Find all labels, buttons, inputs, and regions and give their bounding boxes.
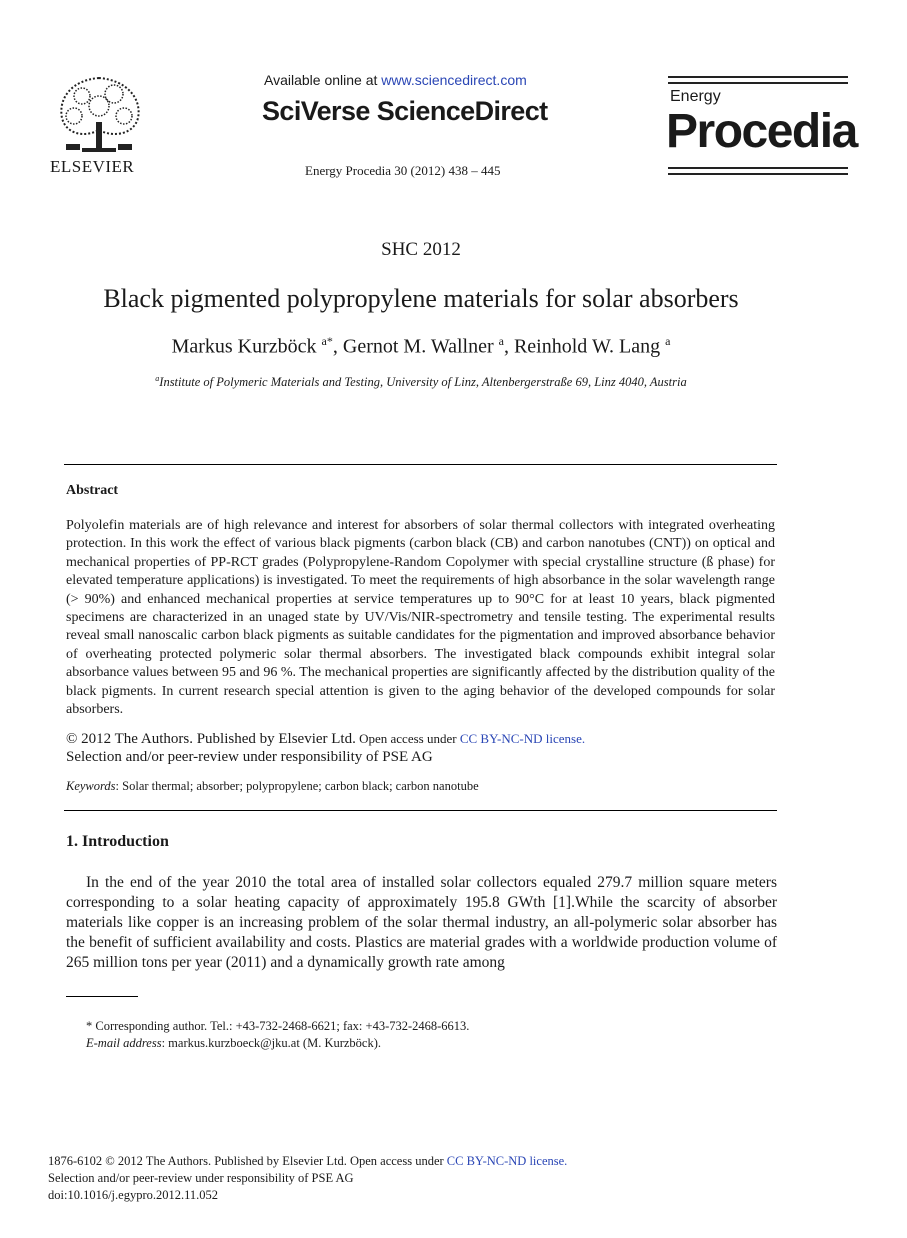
journal-logo-procedia: Procedia: [666, 105, 857, 158]
author-separator: ,: [332, 335, 343, 358]
keywords-label: Keywords: [66, 779, 116, 793]
available-online-line: [264, 72, 527, 88]
email-value: : markus.kurzboeck@jku.at (M. Kurzböck).: [161, 1036, 382, 1050]
footer-issn: 1876-6102 © 2012 The Authors. Published by Elsevier Ltd.: [48, 1154, 347, 1168]
journal-logo-energy: Energy: [670, 88, 721, 105]
journal-logo-rule-top-2: [668, 82, 848, 84]
email-label: E-mail address: [86, 1036, 162, 1050]
journal-logo-rule-bottom-2: [668, 173, 848, 175]
introduction-text: In the end of the year 2010 the total area of installed solar collectors equaled 279.7 million square meters corresponding to a solar heating capacity of approximately 195.8 GWth [1].While the scarcity of absorber materials like copper is an increasing problem of the solar thermal industry, an all-polymeric solar absorber has the benefit of sufficient availability and costs. Plastics are material grades with a worldwide production volume of 265 million tons per year (2011) and a dynamically growth rate among: [66, 874, 777, 971]
paper-title: Black pigmented polypropylene materials for solar absorbers: [103, 284, 739, 313]
peer-review-statement: Selection and/or peer-review under responsibility of PSE AG: [66, 749, 433, 765]
footer-open-access-label: Open access under: [346, 1154, 447, 1168]
keywords-line: [66, 779, 479, 794]
footer-license-link[interactable]: CC BY-NC-ND license.: [446, 1154, 568, 1168]
journal-logo-rule-bottom: [668, 167, 848, 169]
copyright-text: © 2012 The Authors. Published by Elsevier Ltd.: [66, 731, 356, 747]
affiliation-mark: a: [155, 374, 160, 383]
keywords-list: : Solar thermal; absorber; polypropylene; carbon black; carbon nanotube: [115, 779, 479, 793]
author-name: Gernot M. Wallner: [342, 335, 499, 358]
footer-doi[interactable]: doi:10.1016/j.egypro.2012.11.052: [48, 1188, 219, 1202]
abstract-heading: Abstract: [66, 483, 119, 498]
footer-copyright-line: [48, 1154, 567, 1169]
journal-reference: Energy Procedia 30 (2012) 438 – 445: [305, 163, 501, 178]
affiliation-text: Institute of Polymeric Materials and Testing, University of Linz, Altenbergerstraße 69, Linz 4040, Austria: [159, 375, 687, 390]
elsevier-wordmark: ELSEVIER: [50, 157, 135, 176]
footer-peer-review: Selection and/or peer-review under responsibility of PSE AG: [48, 1171, 354, 1185]
introduction-heading: 1. Introduction: [66, 833, 169, 850]
author-affiliation-mark: a: [665, 334, 671, 348]
author-name: Markus Kurzböck: [171, 335, 322, 358]
sciencedirect-link[interactable]: www.sciencedirect.com: [381, 72, 527, 88]
author-list: [0, 334, 842, 359]
open-access-label: Open access under: [355, 731, 460, 746]
copyright-line: [66, 731, 585, 748]
abstract-bottom-rule: [64, 810, 777, 811]
journal-logo-rule-top: [668, 76, 848, 78]
corresponding-author-footnote: * Corresponding author. Tel.: +43-732-2468-6621; fax: +43-732-2468-6613.: [86, 1019, 470, 1033]
abstract-text: Polyolefin materials are of high relevance and interest for absorbers of solar thermal collectors with integrated overheating protection. In this work the effect of various black pigments (carbon black (CB) and carbon nanotubes (CNT)) on optical and mechanical properties of PP-RCT grades (Polypropylene-Random Copolymer with special crystalline structure (ß phase) for elevated temperature applications) is investigated. To meet the requirements of high absorbance in the solar wavelength range (> 90%) and enhanced mechanical properties at service temperatures up to 90°C for at least 10 years, black pigmented specimens are characterized in an unaged state by UV/Vis/NIR-spectrometry and tensile testing. The experimental results reveal small nanoscalic carbon black pigments as suitable candidates for the pigmentation and improved absorbance behavior of overheating protected polymeric solar thermal absorbers. The investigated black compounds exhibit integral solar absorbance values between 95 and 96 %. The mechanical properties are significantly affected by the distribution quality of the black pigments. In current research special attention is given to the aging behavior of the developed compounds for solar absorbers.: [66, 518, 775, 718]
author-separator: ,: [503, 335, 514, 358]
footnote-rule: [66, 996, 138, 997]
author-name: Reinhold W. Lang: [513, 335, 666, 358]
affiliation: [0, 374, 842, 390]
email-footnote: [86, 1036, 381, 1051]
conference-name: SHC 2012: [381, 239, 461, 260]
license-link[interactable]: CC BY-NC-ND license.: [459, 731, 586, 746]
abstract-top-rule: [64, 464, 777, 465]
sciverse-sciencedirect-logo: SciVerse ScienceDirect: [262, 96, 548, 126]
available-online-label: Available online at: [264, 72, 382, 88]
author-affiliation-mark: a*: [321, 334, 333, 348]
author-affiliation-mark: a: [498, 334, 504, 348]
